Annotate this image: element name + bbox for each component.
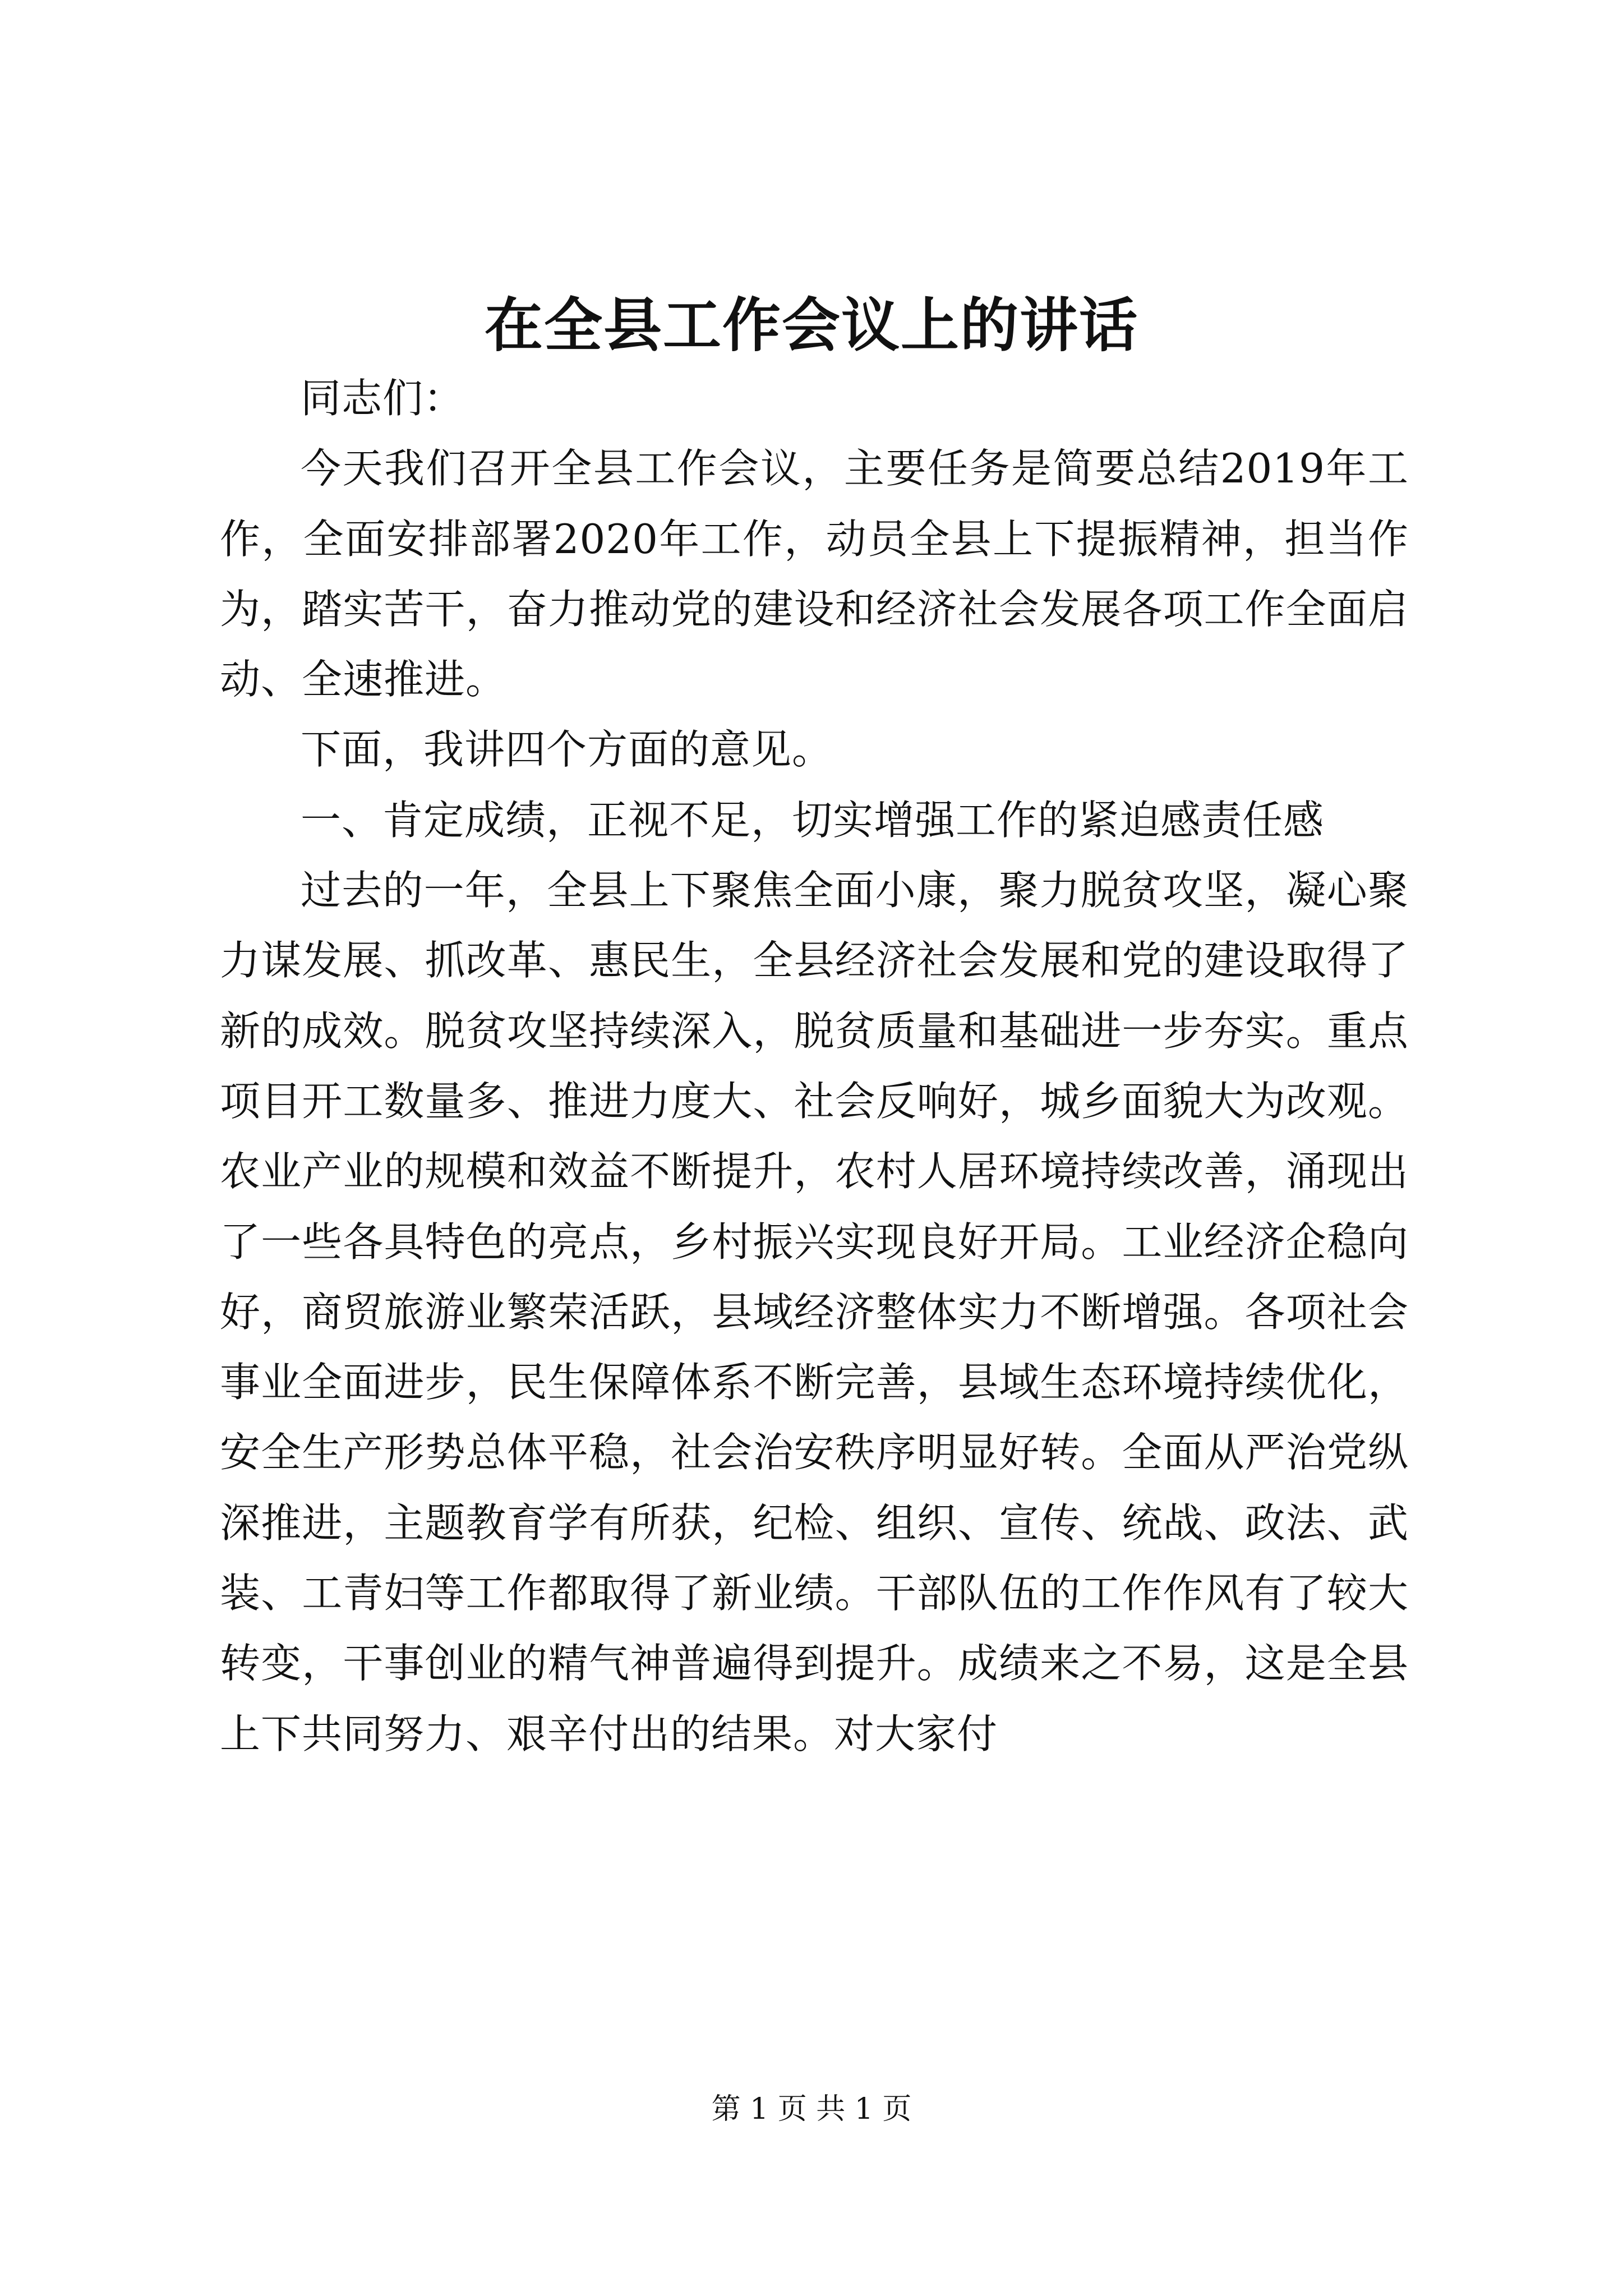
document-title: 在全县工作会议上的讲话 <box>484 291 1138 360</box>
document-body <box>220 364 1409 1769</box>
review-paragraph: 过去的一年，全县上下聚焦全面小康，聚力脱贫攻坚，凝心聚力谋发展、抓改革、惠民生，全县经济社会发展和党的建设取得了新的成效。脱贫攻坚持续深入，脱贫质量和基础进一步夯实。重点项目开工数量多、推进力度大、社会反响好，城乡面貌大为改观。农业产业的规模和效益不断提升，农村人居环境持续改善，涌现出了一些各具特色的亮点，乡村振兴实现良好开局。工业经济企稳向好，商贸旅游业繁荣活跃，县域经济整体实力不断增强。各项社会事业全面进步，民生保障体系不断完善，县域生态环境持续优化，安全生产形势总体平稳，社会治安秩序明显好转。全面从严治党纵深推进，主题教育学有所获，纪检、组织、宣传、统战、政法、武装、工青妇等工作都取得了新业绩。干部队伍的工作作风有了较大转变，干事创业的精气神普遍得到提升。成绩来之不易，这是全县上下共同努力、艰辛付出的结果。对大家付 <box>220 867 1409 1757</box>
salutation-paragraph: 同志们： <box>301 375 465 422</box>
section-heading-1: 一、肯定成绩，正视不足，切实增强工作的紧迫感责任感 <box>301 796 1325 844</box>
page-footer: 第 1 页 共 1 页 <box>711 2092 912 2126</box>
intro-paragraph: 今天我们召开全县工作会议，主要任务是简要总结2019年工作，全面安排部署2020年工作，动员全县上下提振精神，担当作为，踏实苦干，奋力推动党的建设和经济社会发展各项工作全面启动、全速推进。 <box>220 445 1409 703</box>
outline-paragraph: 下面，我讲四个方面的意见。 <box>301 726 833 774</box>
